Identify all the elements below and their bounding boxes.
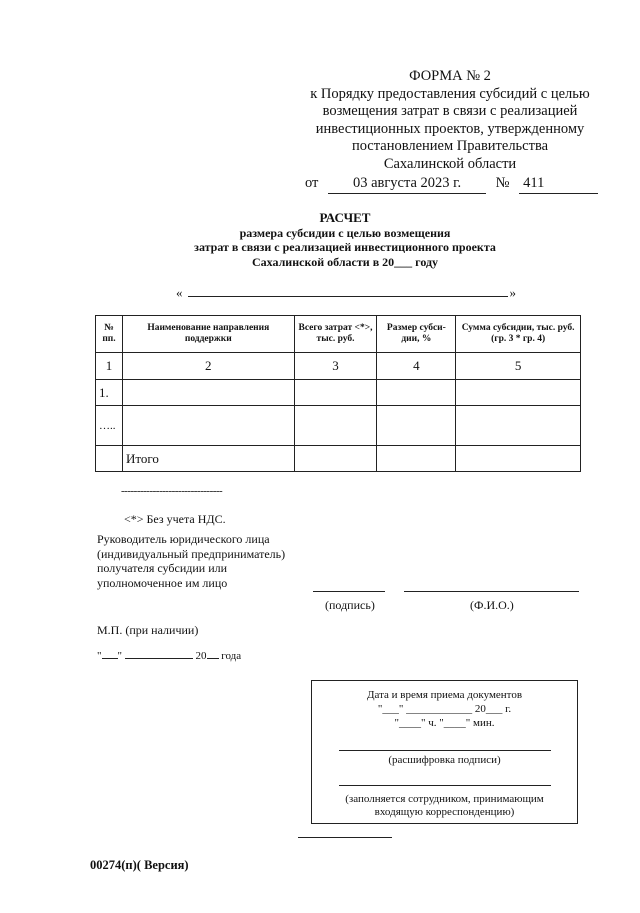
signer-line: уполномоченное им лицо [97, 575, 228, 590]
table-cell[interactable] [294, 406, 377, 446]
column-number: 3 [294, 353, 377, 380]
title-line-1: размера субсидии с целью возмещения [239, 225, 451, 240]
footnote-text: <*> Без учета НДС. [124, 512, 226, 526]
table-cell[interactable] [122, 380, 294, 406]
title-main: РАСЧЕТ [319, 210, 371, 225]
quote: " [117, 650, 122, 662]
table-cell[interactable] [456, 406, 581, 446]
number-prefix: № [495, 175, 510, 191]
signature-label: (подпись) [325, 598, 375, 612]
bottom-divider [298, 837, 392, 838]
open-quote: « [176, 285, 183, 300]
decree-number: 411 [519, 175, 598, 194]
table-cell [96, 446, 123, 472]
receipt-employee-line[interactable] [339, 785, 551, 786]
seal-label: М.П. (при наличии) [97, 623, 199, 637]
header-line-4: постановлением Правительства [351, 138, 549, 154]
column-numbers-row [96, 353, 581, 380]
table-cell[interactable] [377, 446, 456, 472]
footnote-separator: -------------------------------- [121, 485, 223, 497]
row-number: ….. [96, 406, 123, 446]
table-cell[interactable] [377, 406, 456, 446]
date-suffix: года [221, 650, 242, 662]
form-label: ФОРМА № 2 [409, 68, 491, 84]
decree-date: 03 августа 2023 г. [328, 175, 486, 194]
header-line-5: Сахалинской области [383, 155, 517, 172]
day-blank[interactable] [102, 648, 118, 659]
column-number: 2 [122, 353, 294, 380]
title-line-2: затрат в связи с реализацией инвестиционного проекта [194, 240, 496, 254]
from-prefix: от [305, 175, 319, 191]
table-cell[interactable] [294, 446, 377, 472]
close-quote: » [509, 285, 516, 300]
table-header-row [96, 316, 581, 353]
total-row [96, 446, 581, 472]
table-cell[interactable] [456, 380, 581, 406]
calculation-table [95, 315, 581, 472]
year-blank[interactable] [207, 648, 219, 659]
decree-date-line [280, 175, 620, 194]
fio-label: (Ф.И.О.) [470, 598, 514, 612]
receipt-note-line-2: входящую корреспонденцию) [374, 806, 515, 818]
column-number: 1 [96, 353, 123, 380]
form-header [280, 68, 620, 194]
receipt-time-line: "____" ч. "____" мин. [394, 717, 495, 729]
signer-line: (индивидуальный предприниматель) [97, 546, 286, 561]
signer-line: получателя субсидии или [97, 561, 228, 575]
table-cell[interactable] [377, 380, 456, 406]
receipt-date-line: "___" ____________ 20___ г. [377, 703, 512, 715]
header-cell-subsidy-sum: Сумма субсидии, тыс. руб. (гр. 3 * гр. 4) [456, 316, 581, 353]
table-row [96, 406, 581, 446]
signer-block [97, 532, 327, 590]
row-number: 1. [96, 380, 123, 406]
column-number: 5 [456, 353, 581, 380]
header-cell-subsidy-percent: Размер субси-дии, % [377, 316, 456, 353]
document-title [150, 211, 540, 269]
signer-line: Руководитель юридического лица [97, 532, 270, 546]
header-cell-direction: Наименование направления поддержки [122, 316, 294, 353]
header-cell-total-cost: Всего затрат <*>, тыс. руб. [294, 316, 377, 353]
quote: " [97, 650, 102, 662]
receipt-decode-label: (расшифровка подписи) [388, 754, 501, 766]
column-number: 4 [377, 353, 456, 380]
fio-line[interactable] [404, 591, 579, 592]
table-cell[interactable] [294, 380, 377, 406]
signature-line[interactable] [313, 591, 385, 592]
header-line-3: инвестиционных проектов, утвержденному [315, 120, 585, 137]
header-line-2: возмещения затрат в связи с реализацией [322, 103, 578, 119]
title-line-3: Сахалинской области в 20___ году [251, 254, 439, 269]
receipt-note-line-1: (заполняется сотрудником, принимающим [345, 793, 544, 805]
project-name-line[interactable] [188, 296, 508, 297]
year-prefix: 20 [195, 650, 207, 662]
table-row [96, 380, 581, 406]
version-label: 00274(п)( Версия) [90, 858, 189, 872]
header-cell-num: № пп. [96, 316, 123, 353]
total-label: Итого [122, 446, 294, 472]
receipt-box [311, 680, 578, 824]
signing-date-row [97, 648, 241, 662]
receipt-title: Дата и время приема документов [366, 689, 523, 701]
table-cell[interactable] [122, 406, 294, 446]
month-blank[interactable] [125, 648, 193, 659]
receipt-signature-line[interactable] [339, 750, 551, 751]
table-cell[interactable] [456, 446, 581, 472]
header-line-1: к Порядку предоставления субсидий с целью [310, 85, 590, 102]
